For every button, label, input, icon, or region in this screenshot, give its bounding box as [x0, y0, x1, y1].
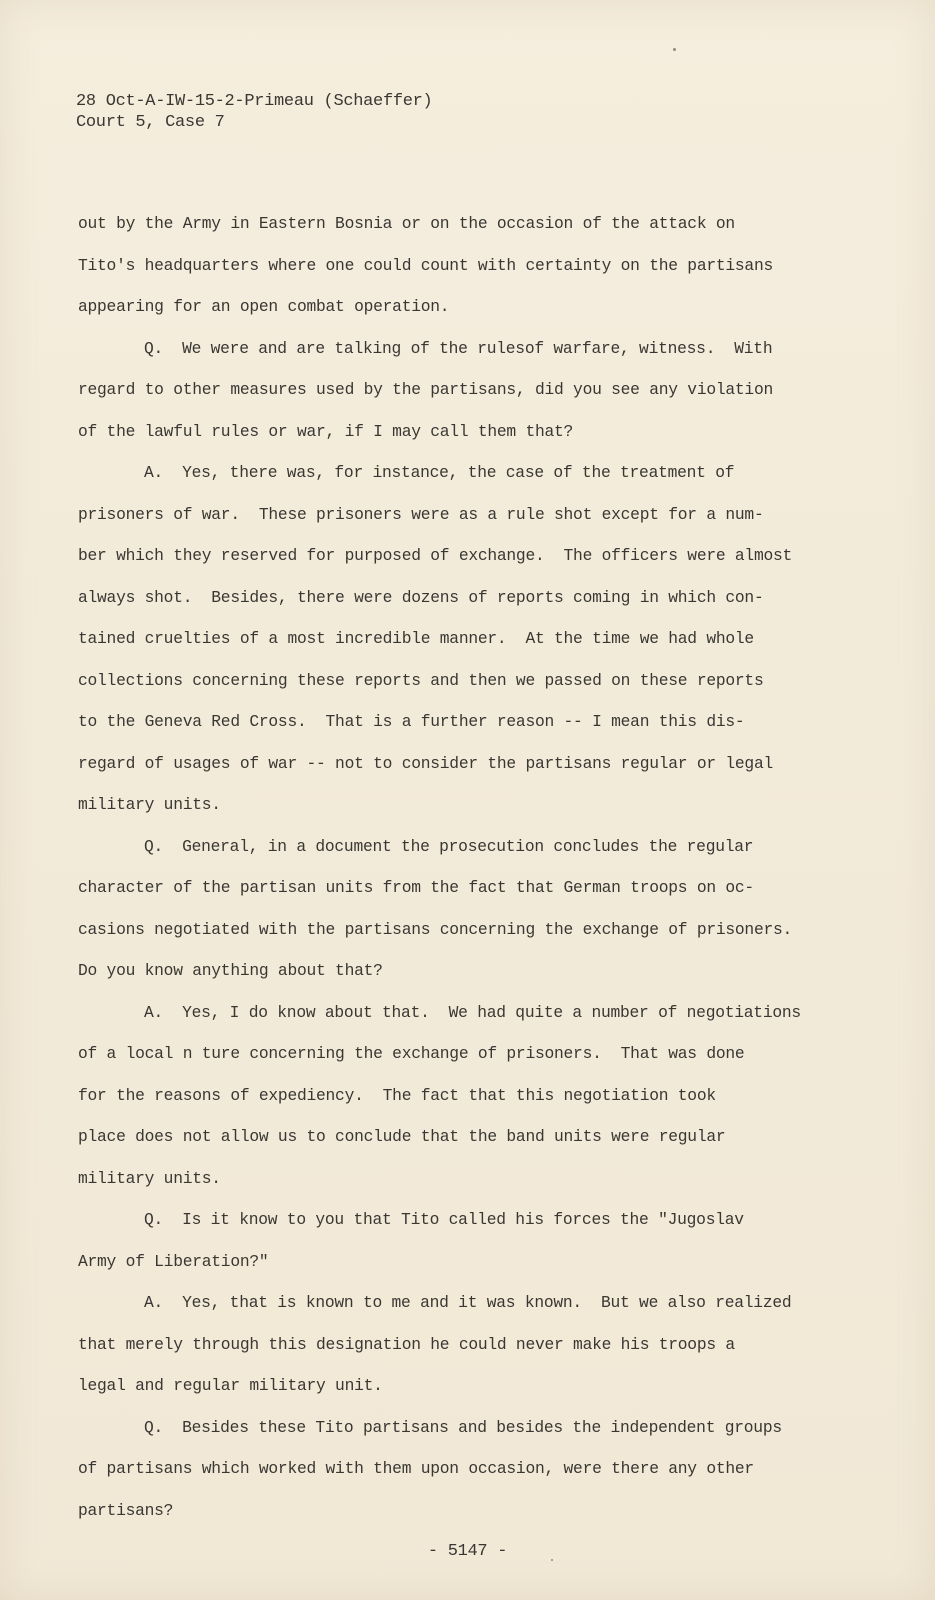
transcript-line: legal and regular military unit. [78, 1376, 383, 1395]
page-number: - 5147 - [427, 1542, 508, 1561]
transcript-line: of a local n ture concerning the exchange of prisoners. That was done [78, 1044, 745, 1063]
transcript-line: military units. [78, 795, 221, 814]
paragraph-start-line: Q. General, in a document the prosecution concludes the regular [144, 836, 754, 856]
transcript-line: Do you know anything about that? [78, 961, 383, 980]
transcript-line: character of the partisan units from the fact that German troops on oc- [78, 878, 754, 897]
transcript-line: prisoners of war. These prisoners were as a rule shot except for a num- [78, 504, 764, 524]
paragraph-start-line: Q. Besides these Tito partisans and besides the independent groups [144, 1417, 782, 1437]
transcript-body [78, 203, 868, 1531]
transcript-line: military units. [78, 1168, 221, 1188]
transcript-line: collections concerning these reports and then we passed on these reports [78, 670, 764, 690]
paragraph-start-line: Q. We were and are talking of the rulesof warfare, witness. With [144, 338, 773, 358]
transcript-line: tained cruelties of a most incredible manner. At the time we had whole [78, 629, 754, 648]
transcript-line: regard of usages of war -- not to consider the partisans regular or legal [78, 753, 773, 773]
transcript-line: Army of Liberation?" [78, 1251, 269, 1271]
paragraph-start-line: A. Yes, there was, for instance, the case of the treatment of [144, 463, 735, 482]
transcript-line: ber which they reserved for purposed of exchange. The officers were almost [78, 546, 793, 565]
transcript-line: appearing for an open combat operation. [78, 297, 450, 316]
document-header [76, 91, 432, 133]
transcript-line: out by the Army in Eastern Bosnia or on the occasion of the attack on [78, 214, 735, 233]
transcript-line: casions negotiated with the partisans concerning the exchange of prisoners. [78, 919, 793, 939]
transcript-line: place does not allow us to conclude that the band units were regular [78, 1127, 726, 1146]
transcript-line: regard to other measures used by the partisans, did you see any violation [78, 380, 773, 399]
transcript-line: of partisans which worked with them upon occasion, were there any other [78, 1459, 754, 1478]
paper-speck [551, 1559, 553, 1561]
header-reference-line: 28 Oct-A-IW-15-2-Primeau (Schaeffer) [76, 92, 433, 111]
transcript-line: always shot. Besides, there were dozens of reports coming in which con- [78, 587, 764, 607]
transcript-line: for the reasons of expediency. The fact that this negotiation took [78, 1085, 716, 1105]
transcript-line: Tito's headquarters where one could count with certainty on the partisans [78, 255, 773, 275]
paragraph-start-line: A. Yes, that is known to me and it was known. But we also realized [144, 1293, 792, 1312]
transcript-line: to the Geneva Red Cross. That is a further reason -- I mean this dis- [78, 712, 745, 731]
transcript-line: partisans? [78, 1500, 174, 1520]
transcript-line: of the lawful rules or war, if I may call them that? [78, 421, 574, 441]
header-court-case-line: Court 5, Case 7 [76, 113, 225, 132]
paragraph-start-line: A. Yes, I do know about that. We had quite a number of negotiations [144, 1002, 801, 1022]
transcript-line: that merely through this designation he could never make his troops a [78, 1334, 735, 1354]
paragraph-start-line: Q. Is it know to you that Tito called his forces the "Jugoslav [144, 1210, 744, 1229]
paper-speck [673, 48, 676, 51]
